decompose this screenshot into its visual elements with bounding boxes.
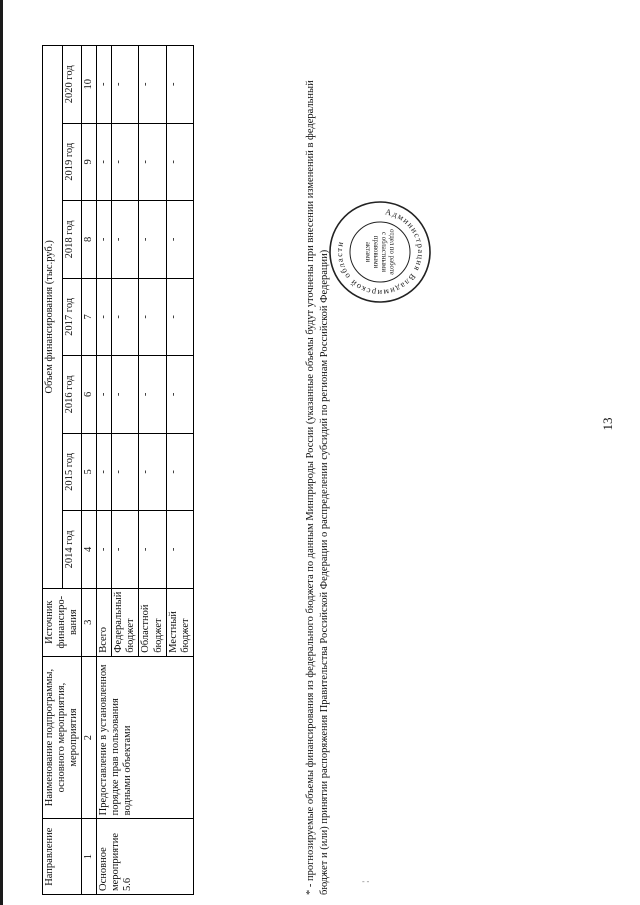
- source-cell: Федеральный бюджет: [112, 588, 139, 656]
- value-cell: -: [166, 201, 193, 279]
- value-cell: -: [97, 356, 112, 434]
- value-cell: -: [112, 201, 139, 279]
- value-cell: -: [112, 123, 139, 201]
- row-name-cell: Предоставление в установленном порядке прав пользования водными объектами: [97, 656, 193, 819]
- header-name: Наименование подпрограммы, основного мероприятия, мероприятия: [43, 656, 82, 819]
- stamp-ring-text: Администрация Владимирской области: [333, 206, 427, 299]
- stamp-center-line: отдел по работе: [388, 229, 395, 275]
- value-cell: -: [139, 433, 166, 511]
- header-year: 2016 год: [62, 356, 82, 434]
- source-cell: Областной бюджет: [139, 588, 166, 656]
- value-cell: -: [166, 433, 193, 511]
- header-direction: Направление: [43, 819, 82, 895]
- value-cell: -: [97, 433, 112, 511]
- value-cell: -: [166, 356, 193, 434]
- header-year: 2015 год: [62, 433, 82, 511]
- value-cell: -: [97, 201, 112, 279]
- value-cell: -: [112, 46, 139, 124]
- column-number: 4: [82, 511, 97, 589]
- stamp-center-line: правовыми: [372, 235, 379, 269]
- official-stamp: [328, 200, 432, 304]
- column-number: 3: [82, 588, 97, 656]
- row-direction-cell: Основное мероприятие 5.6: [97, 819, 193, 895]
- column-number: 2: [82, 656, 97, 819]
- source-cell: Местный бюджет: [166, 588, 193, 656]
- column-number: 10: [82, 46, 97, 124]
- value-cell: -: [166, 46, 193, 124]
- value-cell: -: [139, 46, 166, 124]
- value-cell: -: [97, 511, 112, 589]
- rotated-page-content: [42, 45, 602, 895]
- header-volume: Объем финансирования (тыс.руб.): [43, 46, 63, 589]
- header-source: Источник финансиро-вания: [43, 588, 82, 656]
- value-cell: -: [166, 123, 193, 201]
- header-year: 2018 год: [62, 201, 82, 279]
- column-number: 6: [82, 356, 97, 434]
- stamp-center-line: актами: [364, 241, 371, 263]
- header-year: 2019 год: [62, 123, 82, 201]
- page-number: 13: [600, 417, 615, 431]
- value-cell: -: [97, 46, 112, 124]
- column-number: 7: [82, 278, 97, 356]
- value-cell: -: [166, 511, 193, 589]
- value-cell: -: [139, 511, 166, 589]
- value-cell: -: [139, 278, 166, 356]
- value-cell: -: [166, 278, 193, 356]
- header-year: 2020 год: [62, 46, 82, 124]
- scan-mark: - -: [362, 877, 370, 886]
- column-number: 9: [82, 123, 97, 201]
- footnote: * - прогнозируемые объемы финансирования из федерального бюджета по данным Минприроды России (указанные объемы будут уточнены при внесении изменений в федеральный бюджет и (или) принятии распоряжения Правительства Российской Федерации о распределении субсидий по регионам Российской Федерации): [305, 80, 330, 895]
- column-number: 8: [82, 201, 97, 279]
- column-number-row: [82, 46, 97, 895]
- value-cell: -: [97, 123, 112, 201]
- header-row: [43, 46, 63, 895]
- financing-table: [42, 45, 194, 895]
- source-cell: Всего: [97, 588, 112, 656]
- value-cell: -: [112, 433, 139, 511]
- value-cell: -: [112, 356, 139, 434]
- table-row: [97, 46, 112, 895]
- value-cell: -: [139, 356, 166, 434]
- value-cell: -: [97, 278, 112, 356]
- column-number: 1: [82, 819, 97, 895]
- header-year: 2017 год: [62, 278, 82, 356]
- page-left-border: [0, 0, 3, 905]
- value-cell: -: [139, 123, 166, 201]
- stamp-center-line: с областными: [380, 232, 387, 272]
- column-number: 5: [82, 433, 97, 511]
- value-cell: -: [112, 278, 139, 356]
- value-cell: -: [139, 201, 166, 279]
- header-year: 2014 год: [62, 511, 82, 589]
- value-cell: -: [112, 511, 139, 589]
